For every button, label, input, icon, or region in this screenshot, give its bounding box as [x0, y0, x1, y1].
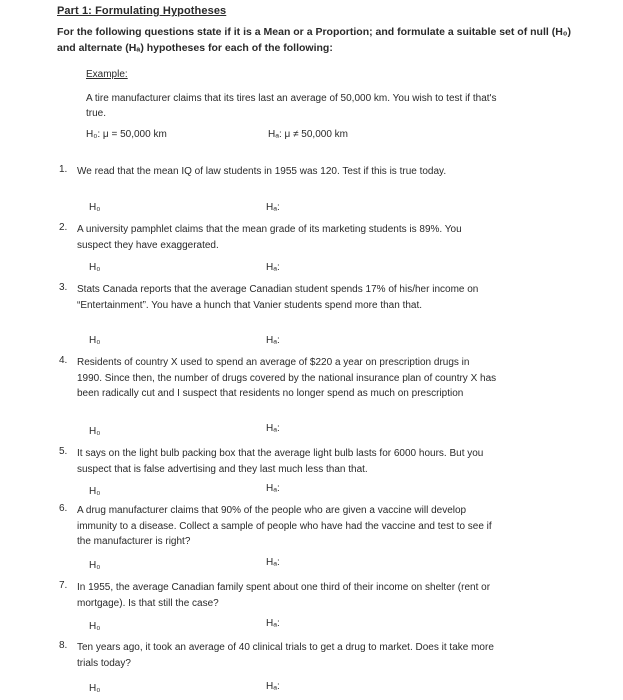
question-3-alt-label: Hₐ:	[266, 335, 280, 346]
example-alternate-hypothesis: Hₐ: μ ≠ 50,000 km	[268, 129, 348, 140]
question-5-alt-label: Hₐ:	[266, 483, 280, 494]
question-7-null-label: H₀	[89, 621, 101, 632]
question-6-null-label: H₀	[89, 560, 101, 571]
question-6-text: A drug manufacturer claims that 90% of the people who are given a vaccine will develop immunity to a disease. Collect a sample of people who have had the vaccine and test to see if the manufacturer is right?	[77, 505, 492, 547]
question-4-null-label: H₀	[89, 426, 101, 437]
question-4-alt-label: Hₐ:	[266, 423, 280, 434]
question-2-null-label: H₀	[89, 262, 101, 273]
question-5-text: It says on the light bulb packing box that the average light bulb lasts for 6000 hours. But you suspect that is false advertising and they last much less than that.	[77, 448, 484, 475]
question-1-alt-label: Hₐ:	[266, 202, 280, 213]
question-8-alt-label: Hₐ:	[266, 681, 280, 692]
question-8-text: Ten years ago, it took an average of 40 clinical trials to get a drug to market. Does it take more trials today?	[77, 642, 494, 669]
question-7-alt-label: Hₐ:	[266, 618, 280, 629]
example-label: Example:	[86, 69, 128, 80]
question-2-text: A university pamphlet claims that the mean grade of its marketing students is 89%. You suspect they have exaggerated.	[77, 224, 462, 251]
question-4-text: Residents of country X used to spend an average of $220 a year on prescription drugs in 1990. Since then, the number of drugs covered by the national insurance plan of country X has been radically cut and I suspect that residents no longer spend as much on prescription	[77, 357, 497, 399]
question-2-number: 2.	[59, 222, 68, 233]
instructions: For the following questions state if it is a Mean or a Proportion; and formulate a suitable set of null (H₀) and alternate (Hₐ) hypotheses for each of the following:	[57, 26, 572, 54]
example-null-hypothesis: H₀: μ = 50,000 km	[86, 129, 167, 140]
question-8-number: 8.	[59, 640, 68, 651]
question-5-null-label: H₀	[89, 486, 101, 497]
question-2-alt-label: Hₐ:	[266, 262, 280, 273]
question-7-text: In 1955, the average Canadian family spent about one third of their income on shelter (rent or mortgage). Is that still the case?	[77, 582, 491, 609]
question-6-alt-label: Hₐ:	[266, 557, 280, 568]
question-7-number: 7.	[59, 580, 68, 591]
question-3-text: Stats Canada reports that the average Canadian student spends 17% of his/her income on “Entertainment”. You have a hunch that Vanier students spend more than that.	[77, 284, 479, 311]
question-1-number: 1.	[59, 164, 68, 175]
question-1-text: We read that the mean IQ of law students in 1955 was 120. Test if this is true today.	[77, 166, 447, 177]
question-8-null-label: H₀	[89, 683, 101, 694]
example-text: A tire manufacturer claims that its tires last an average of 50,000 km. You wish to test if that's true.	[86, 93, 497, 119]
question-6-number: 6.	[59, 503, 68, 514]
question-1-null-label: H₀	[89, 202, 101, 213]
question-5-number: 5.	[59, 446, 68, 457]
question-3-null-label: H₀	[89, 335, 101, 346]
question-3-number: 3.	[59, 282, 68, 293]
question-4-number: 4.	[59, 355, 68, 366]
page-title: Part 1: Formulating Hypotheses	[57, 5, 227, 17]
